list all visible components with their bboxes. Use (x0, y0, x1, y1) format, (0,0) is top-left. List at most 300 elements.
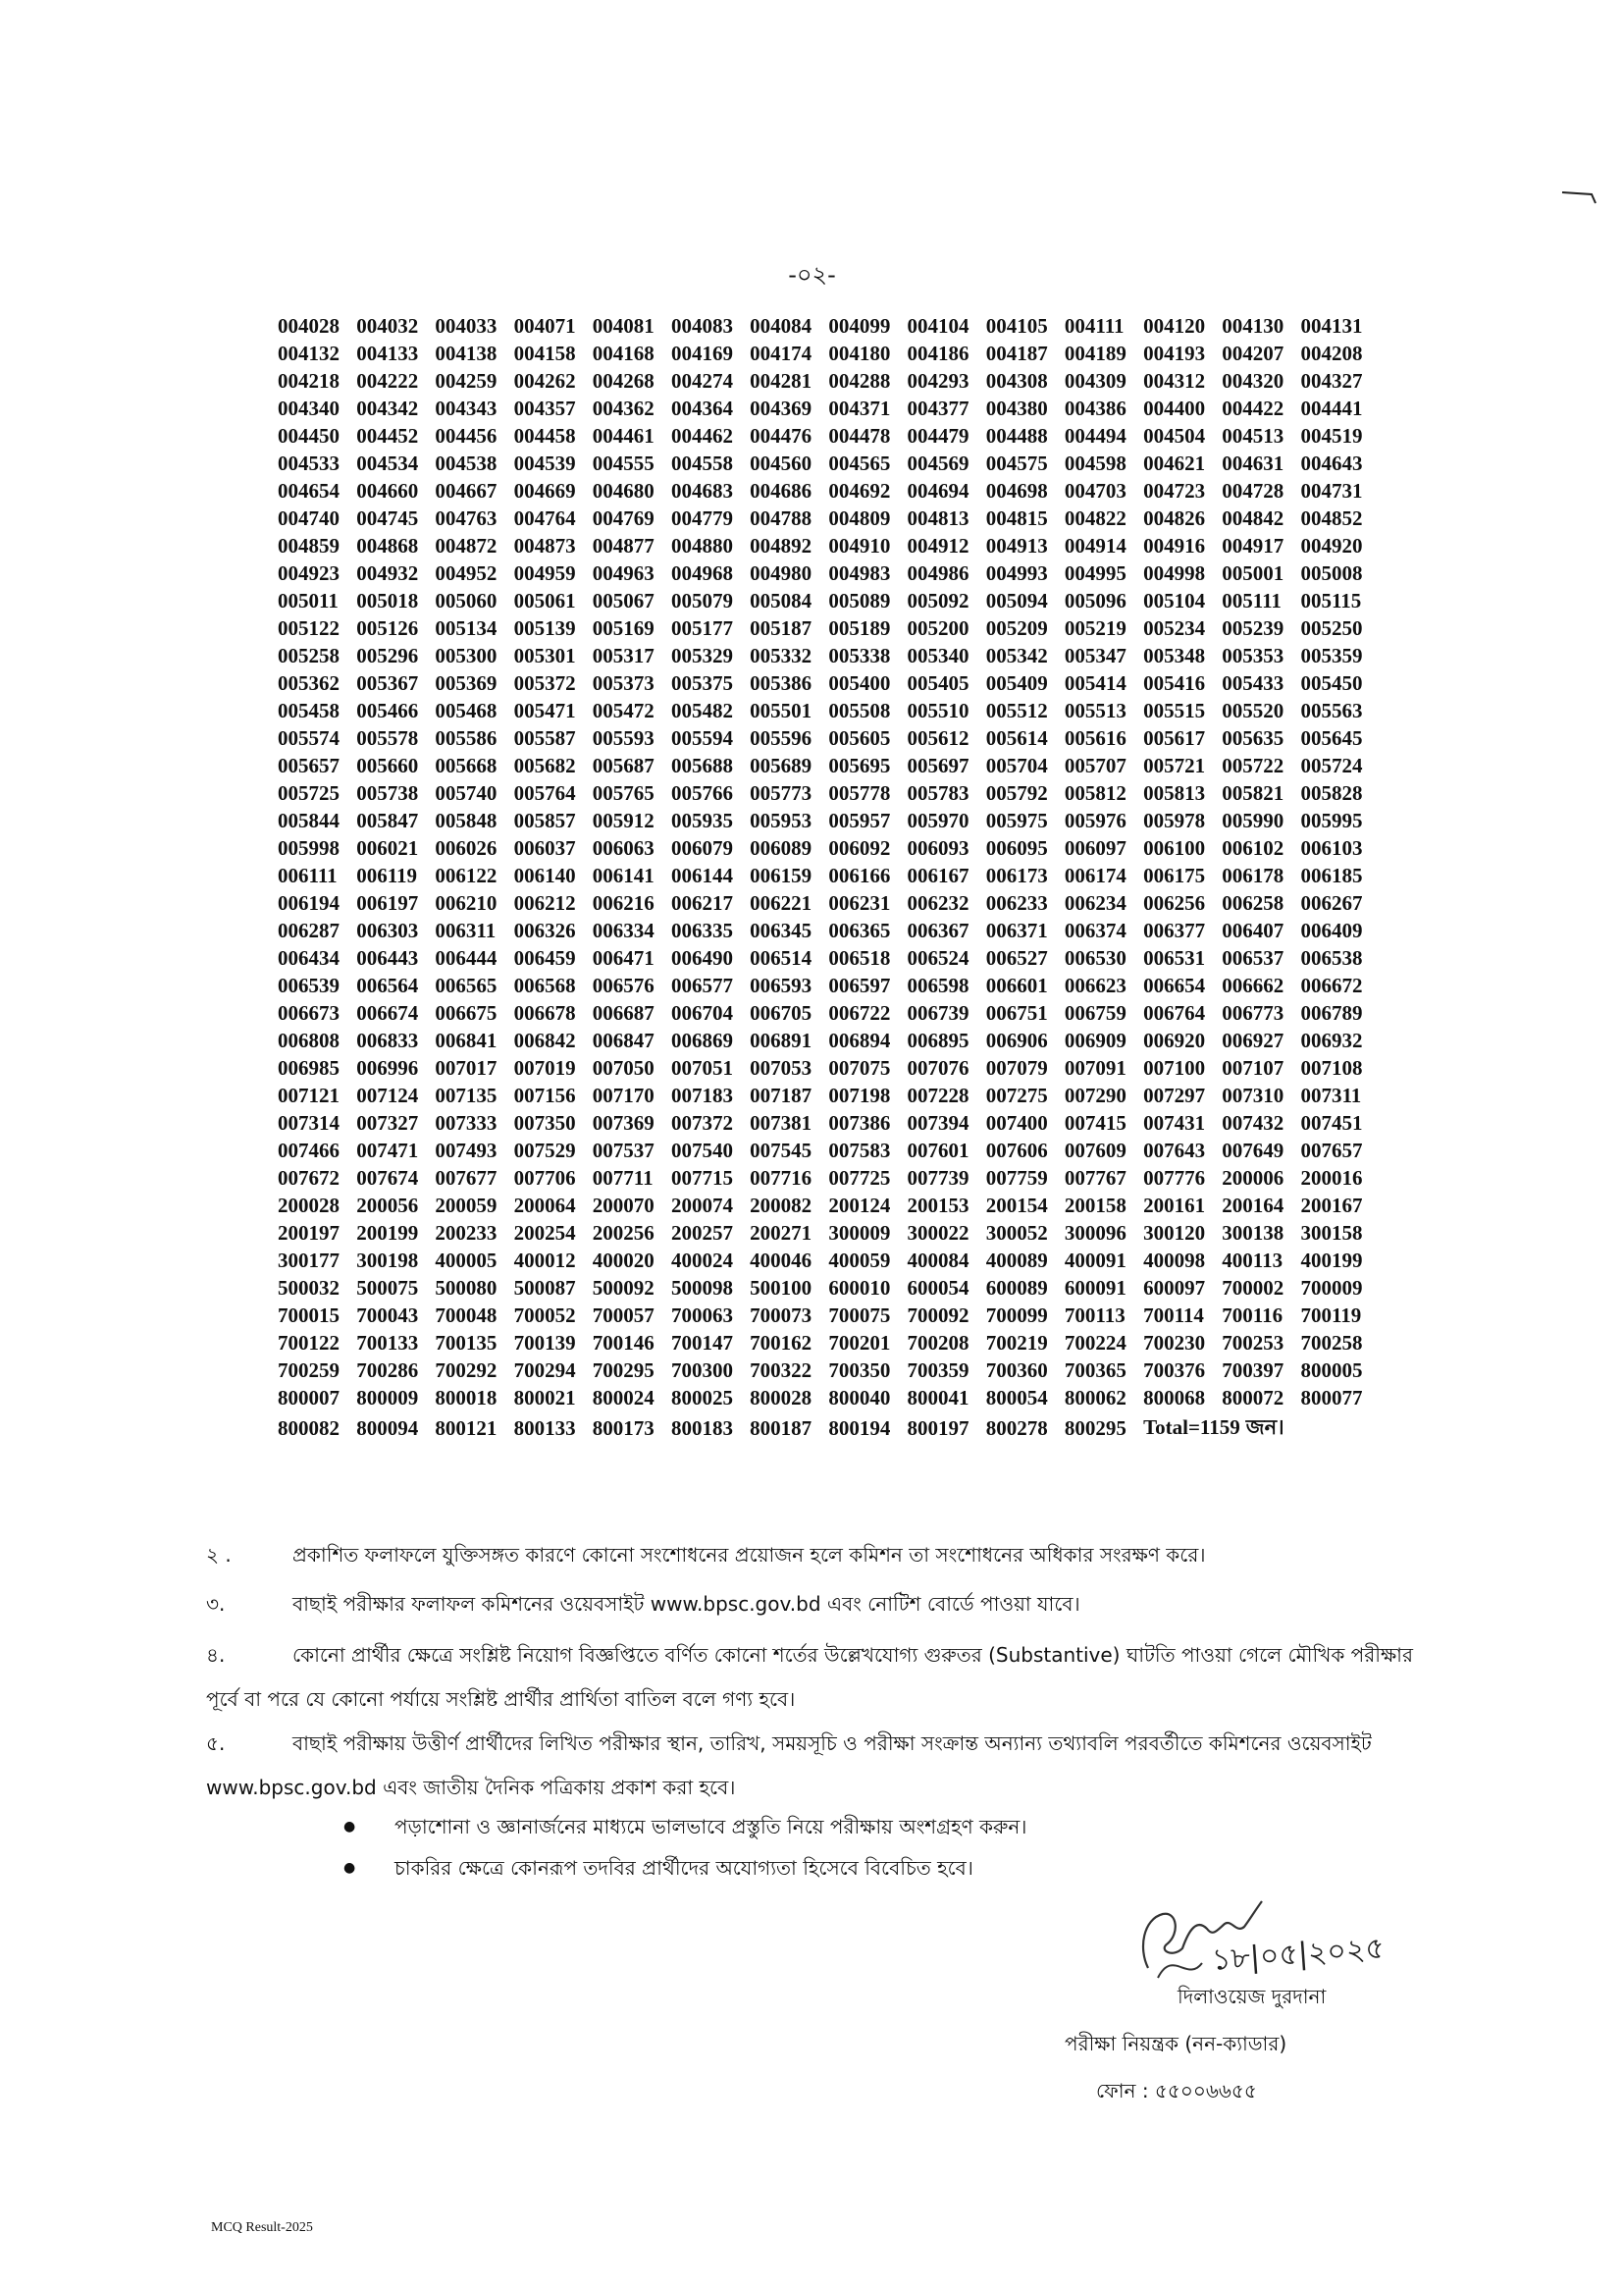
roll-number: 400084 (907, 1248, 969, 1272)
roll-number: 007369 (592, 1110, 655, 1135)
roll-number: 004631 (1222, 451, 1284, 475)
roll-number: 700075 (828, 1303, 891, 1327)
roll-number: 004575 (985, 451, 1048, 475)
roll-number: 004643 (1300, 451, 1363, 475)
roll-number: 500032 (278, 1275, 340, 1300)
roll-number: 005828 (1300, 780, 1363, 805)
roll-number: 006232 (907, 890, 969, 915)
roll-number: 700201 (828, 1330, 891, 1355)
roll-number: 005574 (278, 725, 340, 750)
roll-number: 004533 (278, 451, 340, 475)
roll-number: 007275 (985, 1083, 1048, 1107)
roll-number: 700147 (670, 1330, 733, 1355)
roll-row (278, 1137, 1380, 1164)
roll-number: 005067 (592, 588, 655, 612)
roll-number: 005375 (670, 670, 733, 695)
roll-number: 700057 (592, 1303, 655, 1327)
roll-number: 004560 (750, 451, 812, 475)
roll-number: 004343 (435, 396, 498, 420)
roll-number: 007715 (670, 1165, 733, 1190)
roll-number: 004193 (1143, 341, 1206, 365)
roll-number: 004932 (356, 560, 419, 585)
roll-number: 200056 (356, 1193, 419, 1217)
roll-number: 700350 (828, 1357, 891, 1382)
roll-number: 004873 (513, 533, 576, 558)
roll-number: 006103 (1300, 835, 1363, 860)
roll-number: 800173 (592, 1416, 655, 1440)
roll-number: 004262 (513, 368, 576, 393)
roll-number: 004913 (985, 533, 1048, 558)
roll-number: 004371 (828, 396, 891, 420)
roll-number: 005970 (907, 808, 969, 832)
roll-number: 007124 (356, 1083, 419, 1107)
roll-number: 700365 (1064, 1357, 1126, 1382)
roll-number: 006490 (670, 945, 733, 970)
roll-number: 005338 (828, 643, 891, 667)
roll-number: 007121 (278, 1083, 340, 1107)
roll-number: 004377 (907, 396, 969, 420)
roll-number: 004218 (278, 368, 340, 393)
roll-number: 006751 (985, 1000, 1048, 1025)
roll-row (278, 614, 1380, 642)
roll-number: 006111 (278, 863, 338, 887)
roll-number: 006842 (513, 1028, 576, 1052)
roll-number: 800062 (1064, 1385, 1126, 1409)
roll-row (278, 395, 1380, 422)
roll-number: 400024 (670, 1248, 733, 1272)
roll-number: 004788 (750, 505, 812, 530)
roll-number: 005342 (985, 643, 1048, 667)
roll-number: 005061 (513, 588, 576, 612)
roll-number: 005122 (278, 615, 340, 640)
roll-number: 005209 (985, 615, 1048, 640)
roll-number: 005616 (1064, 725, 1126, 750)
roll-number: 005340 (907, 643, 969, 667)
roll-number: 005373 (592, 670, 655, 695)
roll-number: 006789 (1300, 1000, 1363, 1025)
roll-number: 006175 (1143, 863, 1206, 887)
roll-number: 005169 (592, 615, 655, 640)
roll-number: 006063 (592, 835, 655, 860)
roll-number: 006593 (750, 973, 812, 997)
roll-number: 007711 (592, 1165, 654, 1190)
roll-number: 006407 (1222, 918, 1284, 942)
roll-number: 007529 (513, 1138, 576, 1162)
roll-row (278, 917, 1380, 944)
roll-number: 004494 (1064, 423, 1126, 448)
signatory-phone: ফোন : ৫৫০০৬৬৫৫ (1096, 2079, 1257, 2102)
roll-number: 005688 (670, 753, 733, 777)
roll-number: 800028 (750, 1385, 812, 1409)
roll-number: 004120 (1143, 313, 1206, 338)
roll-number: 006167 (907, 863, 969, 887)
roll-number: 005847 (356, 808, 419, 832)
roll-number: 700208 (907, 1330, 969, 1355)
roll-number: 006675 (435, 1000, 498, 1025)
roll-number: 006102 (1222, 835, 1284, 860)
roll-number: 400012 (513, 1248, 576, 1272)
roll-number: 004033 (435, 313, 498, 338)
roll-number: 004084 (750, 313, 812, 338)
roll-number: 006221 (750, 890, 812, 915)
roll-number: 006409 (1300, 918, 1363, 942)
roll-number: 005515 (1143, 698, 1206, 722)
roll-number: 004872 (435, 533, 498, 558)
roll-number: 004519 (1300, 423, 1363, 448)
roll-number: 005812 (1064, 780, 1126, 805)
roll-number: 006530 (1064, 945, 1126, 970)
roll-number: 004983 (828, 560, 891, 585)
roll-number: 005115 (1300, 588, 1362, 612)
roll-number: 800187 (750, 1416, 812, 1440)
roll-number: 004104 (907, 313, 969, 338)
roll-number: 006985 (278, 1055, 340, 1080)
roll-number: 007198 (828, 1083, 891, 1107)
roll-number: 005935 (670, 808, 733, 832)
roll-row (278, 807, 1380, 834)
roll-number: 200124 (828, 1193, 891, 1217)
roll-number: 005660 (356, 753, 419, 777)
roll-number: 006212 (513, 890, 576, 915)
roll-number: 007350 (513, 1110, 576, 1135)
roll-number: 006100 (1143, 835, 1206, 860)
roll-number: 006194 (278, 890, 340, 915)
roll-number: 700300 (670, 1357, 733, 1382)
roll-number: 005405 (907, 670, 969, 695)
roll-number: 004274 (670, 368, 733, 393)
roll-number: 006140 (513, 863, 576, 887)
paragraph-number: ৪. (206, 1643, 226, 1667)
roll-number: 007451 (1300, 1110, 1363, 1135)
roll-number: 006673 (278, 1000, 340, 1025)
roll-number: 006122 (435, 863, 498, 887)
roll-number: 200158 (1064, 1193, 1126, 1217)
roll-number: 007415 (1064, 1110, 1126, 1135)
roll-number: 005792 (985, 780, 1048, 805)
roll-number: 006444 (435, 945, 498, 970)
total-label: Total=1159 (1143, 1415, 1240, 1439)
roll-number: 700009 (1300, 1275, 1363, 1300)
roll-number: 007079 (985, 1055, 1048, 1080)
roll-number: 005187 (750, 615, 812, 640)
roll-number: 005079 (670, 588, 733, 612)
roll-number: 004189 (1064, 341, 1126, 365)
roll-number: 800072 (1222, 1385, 1284, 1409)
roll-row (278, 1302, 1380, 1329)
roll-number: 005510 (907, 698, 969, 722)
roll-number: 700230 (1143, 1330, 1206, 1355)
roll-number: 006722 (828, 1000, 891, 1025)
roll-number: 700116 (1222, 1303, 1283, 1327)
roll-number: 004168 (592, 341, 655, 365)
roll-number: 600097 (1143, 1275, 1206, 1300)
roll-number: 006119 (356, 863, 418, 887)
roll-number: 006739 (907, 1000, 969, 1025)
roll-number: 004809 (828, 505, 891, 530)
page-number: -০২- (788, 261, 836, 289)
roll-number: 005765 (592, 780, 655, 805)
roll-number: 006233 (985, 890, 1048, 915)
roll-row (278, 1329, 1380, 1356)
roll-row (278, 779, 1380, 807)
roll-number: 007314 (278, 1110, 340, 1135)
roll-number: 200064 (513, 1193, 576, 1217)
roll-number: 700219 (985, 1330, 1048, 1355)
roll-number: 400199 (1300, 1248, 1363, 1272)
roll-number: 005721 (1143, 753, 1206, 777)
roll-number: 005614 (985, 725, 1048, 750)
roll-row (278, 944, 1380, 972)
roll-number: 007657 (1300, 1138, 1363, 1162)
roll-number: 005773 (750, 780, 812, 805)
roll-number: 004105 (985, 313, 1048, 338)
roll-number: 800018 (435, 1385, 498, 1409)
roll-number: 005296 (356, 643, 419, 667)
roll-number: 200199 (356, 1220, 419, 1245)
roll-number: 006687 (592, 1000, 655, 1025)
roll-number: 006210 (435, 890, 498, 915)
roll-number: 700048 (435, 1303, 498, 1327)
roll-number: 007471 (356, 1138, 419, 1162)
roll-row (278, 587, 1380, 614)
roll-number: 006704 (670, 1000, 733, 1025)
roll-number: 006335 (670, 918, 733, 942)
roll-number: 800005 (1300, 1357, 1363, 1382)
roll-number: 700133 (356, 1330, 419, 1355)
roll-number: 005011 (278, 588, 339, 612)
roll-number: 004207 (1222, 341, 1284, 365)
roll-number: 004986 (907, 560, 969, 585)
roll-number: 005724 (1300, 753, 1363, 777)
roll-number: 006173 (985, 863, 1048, 887)
roll-number: 004769 (592, 505, 655, 530)
roll-number: 004180 (828, 341, 891, 365)
roll-row (278, 340, 1380, 367)
roll-number: 005501 (750, 698, 812, 722)
roll-number: 800295 (1064, 1416, 1126, 1440)
roll-number: 004842 (1222, 505, 1284, 530)
roll-number: 600091 (1064, 1275, 1126, 1300)
roll-number: 500098 (670, 1275, 733, 1300)
roll-number: 007170 (592, 1083, 655, 1107)
roll-number: 004912 (907, 533, 969, 558)
roll-number: 004028 (278, 313, 340, 338)
roll-number: 006597 (828, 973, 891, 997)
roll-number: 004703 (1064, 478, 1126, 503)
roll-row (278, 1027, 1380, 1054)
roll-number: 007100 (1143, 1055, 1206, 1080)
roll-number: 004132 (278, 341, 340, 365)
roll-number: 004910 (828, 533, 891, 558)
roll-number: 007019 (513, 1055, 576, 1080)
roll-number: 006026 (435, 835, 498, 860)
paragraph-text: বাছাই পরীক্ষায় উত্তীর্ণ প্রার্থীদের লিখিত পরীক্ষার স্থান, তারিখ, সময়সূচি ও পরীক্ষা সংক্রান্ত অন্যান্য তথ্যাবলি পরবর্তীতে কমিশনের ওয়েবসাইট www.bpsc.gov.bd এবং জাতীয় দৈনিক পত্রিকায় প্রকাশ করা হবে। (206, 1731, 1372, 1799)
roll-number: 007431 (1143, 1110, 1206, 1135)
roll-number: 004032 (356, 313, 419, 338)
signatory-name: দিলাওয়েজ দুরদানা (1178, 1985, 1327, 2008)
roll-number: 200059 (435, 1193, 498, 1217)
roll-number: 004686 (750, 478, 812, 503)
roll-number: 004488 (985, 423, 1048, 448)
roll-number: 005848 (435, 808, 498, 832)
roll-row (278, 367, 1380, 395)
roll-number: 005998 (278, 835, 340, 860)
bullet-item: ● চাকরির ক্ষেত্রে কোনরূপ তদবির প্রার্থীদের অযোগ্যতা হিসেবে বিবেচিত হবে। (343, 1847, 1026, 1888)
roll-number: 200254 (513, 1220, 576, 1245)
roll-number: 004476 (750, 423, 812, 448)
roll-number: 004555 (592, 451, 655, 475)
roll-number: 004723 (1143, 478, 1206, 503)
roll-number: 004513 (1222, 423, 1284, 448)
roll-number: 600089 (985, 1275, 1048, 1300)
roll-number: 005092 (907, 588, 969, 612)
roll-row (278, 834, 1380, 862)
roll-number: 004654 (278, 478, 340, 503)
roll-number: 700224 (1064, 1330, 1126, 1355)
roll-number: 007381 (750, 1110, 812, 1135)
roll-number: 006174 (1064, 863, 1126, 887)
roll-number: 004133 (356, 341, 419, 365)
roll-number: 500092 (592, 1275, 655, 1300)
roll-row (278, 1109, 1380, 1137)
paragraph-text: প্রকাশিত ফলাফলে যুক্তিসঙ্গত কারণে কোনো সংশোধনের প্রয়োজন হলে কমিশন তা সংশোধনের অধিকার সংরক্ষণ করে। (292, 1543, 1206, 1567)
roll-number: 800183 (670, 1416, 733, 1440)
total-count (1143, 1411, 1380, 1446)
roll-number: 004362 (592, 396, 655, 420)
roll-number: 007776 (1143, 1165, 1206, 1190)
roll-number: 004461 (592, 423, 655, 448)
roll-number: 700258 (1300, 1330, 1363, 1355)
roll-number: 005353 (1222, 643, 1284, 667)
paragraph-number: ৩. (206, 1592, 226, 1616)
roll-number: 006371 (985, 918, 1048, 942)
roll-row (278, 669, 1380, 697)
roll-number: 006434 (278, 945, 340, 970)
signatory-title: পরীক্ষা নিয়ন্ত্রক (নন-ক্যাডার) (1065, 2032, 1287, 2055)
footer-label: MCQ Result-2025 (211, 2220, 313, 2235)
roll-number: 005472 (592, 698, 655, 722)
roll-number: 006577 (670, 973, 733, 997)
roll-number: 006662 (1222, 973, 1284, 997)
roll-number: 006144 (670, 863, 733, 887)
roll-number: 006538 (1300, 945, 1363, 970)
roll-number: 004320 (1222, 368, 1284, 393)
roll-row (278, 1192, 1380, 1219)
roll-number: 005990 (1222, 808, 1284, 832)
roll-number: 005725 (278, 780, 340, 805)
roll-row (278, 1219, 1380, 1247)
roll-number: 700376 (1143, 1357, 1206, 1382)
roll-number: 005332 (750, 643, 812, 667)
roll-number: 006095 (985, 835, 1048, 860)
roll-number: 006141 (592, 863, 655, 887)
roll-number: 006518 (828, 945, 891, 970)
roll-number: 005416 (1143, 670, 1206, 695)
paragraph-number: ২ . (206, 1543, 232, 1567)
roll-number: 005433 (1222, 670, 1284, 695)
roll-number: 005738 (356, 780, 419, 805)
roll-number: 005348 (1143, 643, 1206, 667)
roll-number: 006894 (828, 1028, 891, 1052)
roll-number: 007156 (513, 1083, 576, 1107)
roll-number: 006996 (356, 1055, 419, 1080)
roll-number: 006334 (592, 918, 655, 942)
roll-number: 006093 (907, 835, 969, 860)
roll-number: 006705 (750, 1000, 812, 1025)
roll-number: 006256 (1143, 890, 1206, 915)
roll-number: 200074 (670, 1193, 733, 1217)
roll-number: 005239 (1222, 615, 1284, 640)
roll-number: 006365 (828, 918, 891, 942)
roll-number: 007108 (1300, 1055, 1363, 1080)
roll-number: 200154 (985, 1193, 1048, 1217)
roll-number: 800133 (513, 1416, 576, 1440)
roll-number: 007716 (750, 1165, 812, 1190)
roll-number: 005018 (356, 588, 419, 612)
roll-number: 006159 (750, 863, 812, 887)
roll-number: 005612 (907, 725, 969, 750)
roll-number: 004621 (1143, 451, 1206, 475)
roll-row (278, 505, 1380, 532)
roll-number: 004312 (1143, 368, 1206, 393)
roll-number: 007228 (907, 1083, 969, 1107)
roll-number: 004441 (1300, 396, 1363, 420)
roll-number: 005094 (985, 588, 1048, 612)
roll-number: 007050 (592, 1055, 655, 1080)
roll-number-table (278, 312, 1380, 1446)
roll-number: 005372 (513, 670, 576, 695)
roll-number: 007372 (670, 1110, 733, 1135)
roll-number: 006841 (435, 1028, 498, 1052)
roll-number: 005975 (985, 808, 1048, 832)
roll-number: 006185 (1300, 863, 1363, 887)
roll-number: 005617 (1143, 725, 1206, 750)
roll-number: 005764 (513, 780, 576, 805)
roll-number: 006258 (1222, 890, 1284, 915)
roll-row (278, 422, 1380, 450)
roll-number: 006674 (356, 1000, 419, 1025)
roll-number: 004740 (278, 505, 340, 530)
roll-number: 005471 (513, 698, 576, 722)
roll-number: 300198 (356, 1248, 419, 1272)
roll-number: 005134 (435, 615, 498, 640)
roll-number: 004698 (985, 478, 1048, 503)
roll-number: 006459 (513, 945, 576, 970)
roll-number: 007386 (828, 1110, 891, 1135)
roll-number: 006601 (985, 973, 1048, 997)
roll-number: 500100 (750, 1275, 812, 1300)
roll-number: 004186 (907, 341, 969, 365)
roll-row (278, 450, 1380, 477)
roll-number: 006527 (985, 945, 1048, 970)
roll-number: 006833 (356, 1028, 419, 1052)
roll-number: 006539 (278, 973, 340, 997)
roll-number: 004813 (907, 505, 969, 530)
roll-number: 006932 (1300, 1028, 1363, 1052)
roll-number: 005766 (670, 780, 733, 805)
roll-number: 400059 (828, 1248, 891, 1272)
roll-number: 800194 (828, 1416, 891, 1440)
roll-number: 006678 (513, 1000, 576, 1025)
roll-number: 005177 (670, 615, 733, 640)
roll-number: 004281 (750, 368, 812, 393)
roll-number: 004309 (1064, 368, 1126, 393)
roll-number: 006377 (1143, 918, 1206, 942)
roll-row (278, 724, 1380, 752)
roll-number: 007297 (1143, 1083, 1206, 1107)
roll-number: 006311 (435, 918, 497, 942)
roll-number: 005594 (670, 725, 733, 750)
